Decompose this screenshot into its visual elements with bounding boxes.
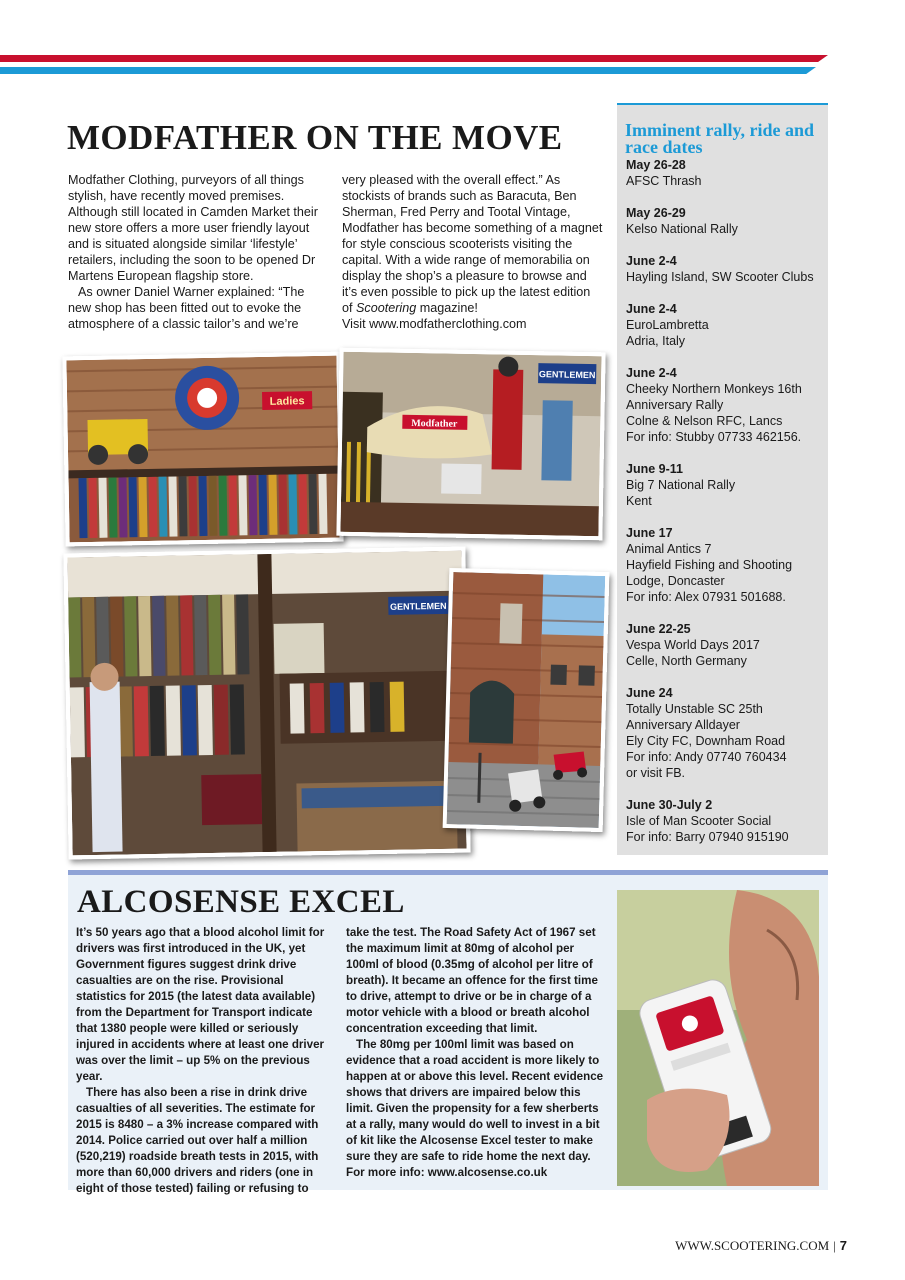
event-detail: Vespa World Days 2017 <box>626 638 760 652</box>
shop-photo-memorabilia <box>62 352 343 547</box>
breathalyser-image <box>617 890 819 1186</box>
event-detail: For info: Barry 07940 915190 <box>626 830 789 844</box>
event-item <box>626 685 826 781</box>
breathalyser-photo <box>617 890 819 1186</box>
event-detail: Anniversary Rally <box>626 398 724 412</box>
event-detail: Isle of Man Scooter Social <box>626 814 772 828</box>
event-item <box>626 157 826 189</box>
event-detail: AFSC Thrash <box>626 174 702 188</box>
article-column-2 <box>342 172 604 332</box>
event-item <box>626 301 826 349</box>
magazine-name: Scootering <box>356 301 417 315</box>
alcosense-paragraph: take the test. The Road Safety Act of 1967 set the maximum limit at 80mg of alcohol per 100ml of blood (0.35mg of alcohol per litre of breath). It became an offence for the first time to drive, attempt to drive or be in charge of a motor vehicle with a blood or breath alcohol concentration exceeding that limit. <box>346 926 598 1035</box>
event-detail: Colne & Nelson RFC, Lancs <box>626 414 783 428</box>
alcosense-column-2 <box>346 925 606 1181</box>
event-detail: For info: Alex 07931 501688. <box>626 590 786 604</box>
sidebar-title: Imminent rally, ride and race dates <box>625 120 815 157</box>
event-detail: Celle, North Germany <box>626 654 747 668</box>
shop-photo-interior <box>63 547 470 860</box>
event-detail: Hayling Island, SW Scooter Clubs <box>626 270 814 284</box>
events-list <box>626 157 826 861</box>
events-sidebar <box>617 103 828 855</box>
interior-image <box>67 551 466 856</box>
event-detail: Hayfield Fishing and Shooting <box>626 558 793 572</box>
event-detail: Animal Antics 7 <box>626 542 712 556</box>
event-detail: For info: Andy 07740 760434 <box>626 750 787 764</box>
gentlemen-sign: GENTLEMEN <box>538 369 596 381</box>
alcosense-paragraph: There has also been a rise in drink drive casualties of all severities. The estimate for 2015 is 8480 – a 3% increase compared with 2014. Police carried out over half a million (520,219) roadside breath tests in 2015, with more than 60,000 drivers and riders (one in eight of those tested) failing or refusing to <box>76 1086 319 1195</box>
sidecar-logo: Modfather <box>411 417 458 430</box>
footer-separator: | <box>833 1238 836 1253</box>
event-detail: Ely City FC, Downham Road <box>626 734 786 748</box>
event-date: June 2-4 <box>626 366 677 380</box>
alcosense-headline: ALCOSENSE EXCEL <box>77 884 405 920</box>
event-detail: Kent <box>626 494 652 508</box>
event-item <box>626 365 826 445</box>
event-detail: Kelso National Rally <box>626 222 738 236</box>
article-text: very pleased with the overall effect.” As stockists of brands such as Baracuta, Ben Sherman, Fred Perry and Tootal Vintage, Modfather has become something of a magnet for style conscious scooterists visiting the capital. With a wide range of memorabilia on display the shop’s a pleasure to browse and it’s even possible to pick up the latest edition of <box>342 173 603 315</box>
event-date: June 17 <box>626 526 673 540</box>
shop-photo-scooter-sidecar <box>336 348 605 541</box>
event-detail: Lodge, Doncaster <box>626 574 725 588</box>
sidecar-image <box>340 352 601 536</box>
event-date: May 26-29 <box>626 206 686 220</box>
alcosense-column-1 <box>76 925 332 1197</box>
top-red-stripe <box>0 55 828 62</box>
event-date: May 26-28 <box>626 158 686 172</box>
event-item <box>626 205 826 237</box>
article-paragraph <box>342 172 604 316</box>
event-item <box>626 461 826 509</box>
event-detail: EuroLambretta <box>626 318 709 332</box>
event-date: June 2-4 <box>626 254 677 268</box>
event-item <box>626 525 826 605</box>
gentlemen-sign: GENTLEMEN <box>389 600 447 612</box>
event-date: June 24 <box>626 686 673 700</box>
article-text: magazine! <box>416 301 478 315</box>
alcosense-paragraph: It’s 50 years ago that a blood alcohol limit for drivers was first introduced in the UK, yet Government figures suggest drink drive casualties are on the rise. Provisional statistics for 2015 (the latest data available) from the Department for Transport indicate that 1380 people were killed or seriously injured in accidents where at least one driver was over the limit – up 5% on the previous year. <box>76 926 325 1083</box>
exterior-image <box>447 572 606 828</box>
event-date: June 30-July 2 <box>626 798 713 812</box>
event-detail: For info: Stubby 07733 462156. <box>626 430 802 444</box>
event-detail: Big 7 National Rally <box>626 478 736 492</box>
event-item <box>626 797 826 845</box>
article-headline: MODFATHER ON THE MOVE <box>67 118 563 157</box>
top-blue-stripe <box>0 67 816 74</box>
footer-website: WWW.SCOOTERING.COM <box>675 1238 830 1253</box>
shop-photo-exterior <box>443 568 610 832</box>
alcosense-box <box>68 870 828 1195</box>
article-paragraph: Modfather Clothing, purveyors of all things stylish, have recently moved premises. Although still located in Camden Market their new store offers a more user friendly layout and is situated alongside similar ‘lifestyle’ retailers, including the soon to be opened Dr Martens European flagship store. <box>68 173 318 283</box>
event-item <box>626 253 826 285</box>
page-number: 7 <box>839 1238 847 1253</box>
event-item <box>626 621 826 669</box>
article-column-1 <box>68 172 326 332</box>
event-detail: Adria, Italy <box>626 334 686 348</box>
event-detail: Cheeky Northern Monkeys 16th <box>626 382 802 396</box>
event-date: June 2-4 <box>626 302 677 316</box>
alcosense-paragraph: The 80mg per 100ml limit was based on evidence that a road accident is more likely to happen at or above this level. Recent evidence shows that drivers are impaired below this limit. Given the propensity for a few sherberts at a rally, many would do well to invest in a bit of kit like the Alcosense Excel tester to make sure they are safe to ride home the next day. For more info: www.alcosense.co.uk <box>346 1038 604 1179</box>
event-detail: Anniversary Alldayer <box>626 718 740 732</box>
article-link: Visit www.modfatherclothing.com <box>342 317 527 331</box>
event-date: June 22-25 <box>626 622 691 636</box>
event-detail: Totally Unstable SC 25th <box>626 702 763 716</box>
page-footer <box>675 1238 847 1254</box>
ladies-sign: Ladies <box>269 395 305 408</box>
memorabilia-image <box>66 356 339 543</box>
event-detail: or visit FB. <box>626 766 686 780</box>
event-date: June 9-11 <box>626 462 683 476</box>
article-paragraph: As owner Daniel Warner explained: “The new shop has been fitted out to evoke the atmosphere of a classic tailor’s and we’re <box>68 285 305 331</box>
